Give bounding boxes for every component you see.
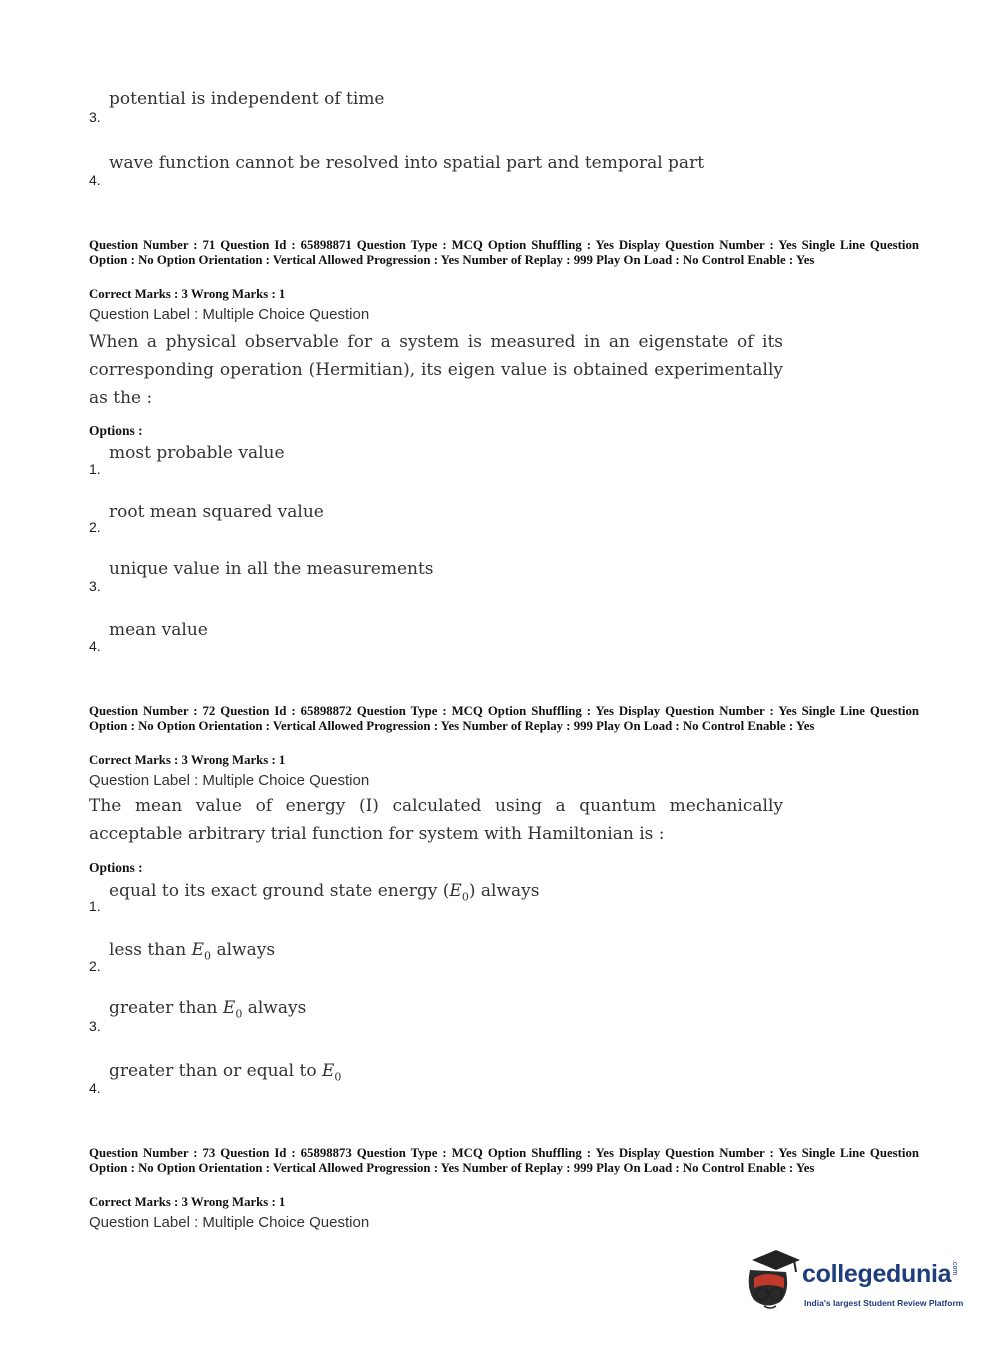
brand-name: collegedunia	[802, 1260, 952, 1288]
brand-suffix: .com	[951, 1260, 959, 1276]
option-number: 1.	[89, 461, 101, 477]
collegedunia-logo	[742, 1248, 972, 1318]
option-text: wave function cannot be resolved into spatial part and temporal part	[109, 153, 705, 173]
energy-symbol: E	[191, 940, 205, 960]
option-number: 4.	[89, 1080, 101, 1096]
mascot-icon	[742, 1248, 802, 1314]
question-marks: Correct Marks : 3 Wrong Marks : 1	[89, 753, 286, 767]
option-number: 4.	[89, 172, 101, 188]
option-number: 3.	[89, 578, 101, 594]
options-heading: Options :	[89, 423, 143, 438]
option-text: greater than $E_0$ always	[109, 998, 307, 1021]
energy-symbol: E	[322, 1061, 335, 1081]
question-meta: Question Number : 71 Question Id : 65898871 Question Type : MCQ Option Shuffling : Yes Display Question Number : Yes Single Line Question Option : No Option Orientation : Vertical Allowed Progression : Yes Number of Replay : 999 Play On Load : No Control Enable : Yes	[89, 238, 919, 267]
option-number: 3.	[89, 109, 101, 125]
option-text: most probable value	[109, 443, 285, 463]
option-number: 2.	[89, 519, 101, 535]
question-label: Question Label : Multiple Choice Question	[89, 772, 370, 789]
brand-tagline: India's largest Student Review Platform	[804, 1298, 964, 1308]
option-number: 3.	[89, 1018, 101, 1034]
option-text: greater than or equal to $E_0$	[109, 1061, 342, 1084]
energy-symbol: E	[222, 998, 236, 1018]
question-text: The mean value of energy (I) calculated using a quantum mechanically acceptable arbitrary trial function for system with Hamiltonian is :	[89, 796, 783, 844]
question-label: Question Label : Multiple Choice Question	[89, 1214, 370, 1231]
option-number: 2.	[89, 958, 101, 974]
question-text: When a physical observable for a system is measured in an eigenstate of its corresponding operation (Hermitian), its eigen value is obtained experimentally as the :	[89, 332, 783, 408]
option-text: unique value in all the measurements	[109, 559, 434, 579]
option-text: less than $E_0$ always	[109, 940, 276, 963]
energy-symbol: E	[449, 881, 462, 901]
option-text: root mean squared value	[109, 502, 324, 522]
option-number: 1.	[89, 898, 101, 914]
question-meta: Question Number : 72 Question Id : 65898872 Question Type : MCQ Option Shuffling : Yes Display Question Number : Yes Single Line Question Option : No Option Orientation : Vertical Allowed Progression : Yes Number of Replay : 999 Play On Load : No Control Enable : Yes	[89, 704, 919, 733]
question-meta: Question Number : 73 Question Id : 65898873 Question Type : MCQ Option Shuffling : Yes Display Question Number : Yes Single Line Question Option : No Option Orientation : Vertical Allowed Progression : Yes Number of Replay : 999 Play On Load : No Control Enable : Yes	[89, 1146, 919, 1175]
question-marks: Correct Marks : 3 Wrong Marks : 1	[89, 287, 286, 301]
option-text: equal to its exact ground state energy $(E_0)$ always	[109, 881, 540, 904]
question-label: Question Label : Multiple Choice Question	[89, 306, 370, 323]
options-heading: Options :	[89, 860, 143, 875]
question-marks: Correct Marks : 3 Wrong Marks : 1	[89, 1195, 286, 1209]
option-number: 4.	[89, 638, 101, 654]
option-text: potential is independent of time	[109, 89, 385, 109]
option-text: mean value	[109, 620, 208, 640]
